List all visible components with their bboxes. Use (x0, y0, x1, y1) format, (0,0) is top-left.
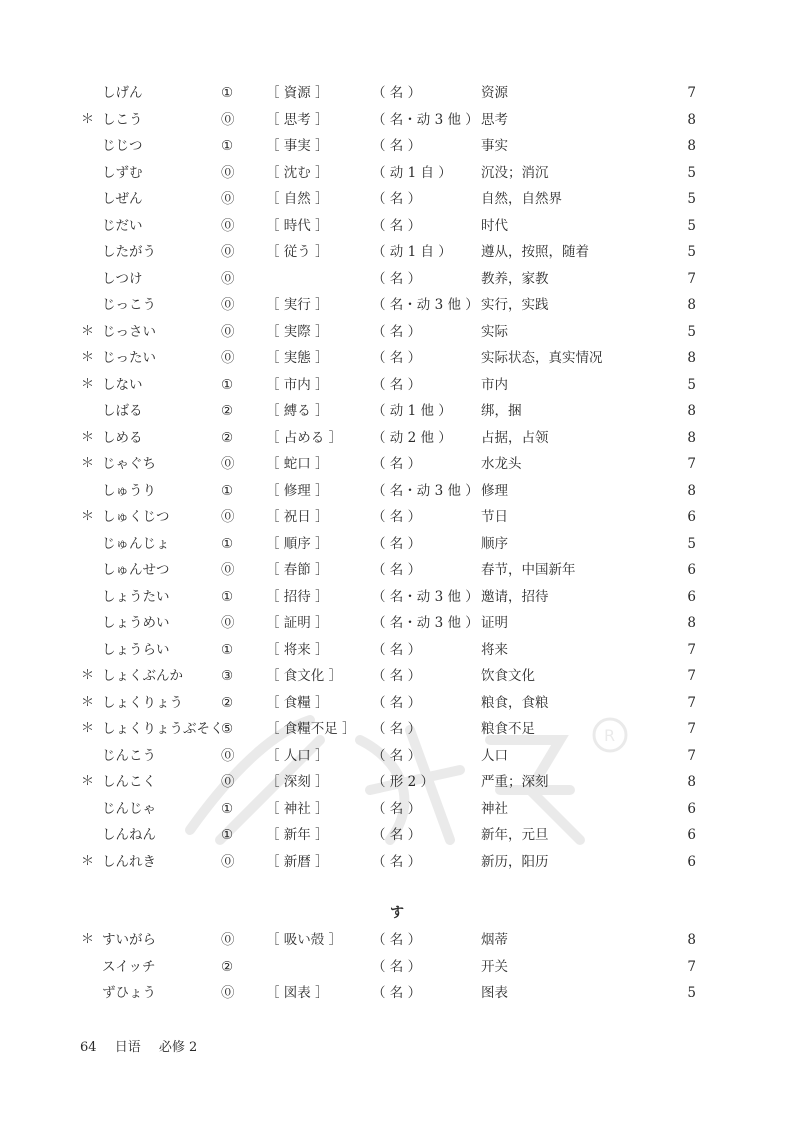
new-word-marker: ＊ (81, 853, 95, 869)
vocab-entry (0, 825, 794, 845)
entry-meaning: 绑，捆 (481, 403, 522, 419)
part-of-speech: （ 动 1 他 ） (372, 403, 452, 419)
entry-reading: しぜん (102, 191, 143, 207)
entry-meaning: 烟蒂 (481, 932, 508, 948)
vocab-entry (0, 189, 794, 209)
entry-meaning: 邀请，招待 (481, 588, 549, 605)
accent-mark: ⓪ (221, 853, 235, 870)
entry-meaning: 粮食，食粮 (481, 694, 549, 711)
accent-mark: ⓪ (221, 985, 235, 1001)
vocab-entry (0, 136, 794, 156)
accent-mark: ① (221, 138, 234, 154)
accent-mark: ⓪ (221, 270, 235, 287)
part-of-speech: （ 名 ） (372, 747, 422, 764)
part-of-speech: （ 名 ） (372, 138, 422, 154)
vocab-entry (0, 428, 794, 448)
part-of-speech: （ 名・动 3 他 ） (372, 615, 479, 631)
new-word-marker: ＊ (81, 376, 95, 392)
part-of-speech: （ 名 ） (372, 217, 422, 234)
vocab-entry (0, 163, 794, 183)
lesson-number: 7 (687, 456, 696, 472)
lesson-number: 5 (687, 217, 696, 234)
entry-kanji: ［ 実行 ］ (266, 297, 329, 313)
entry-meaning: 思考 (481, 111, 508, 128)
entry-meaning: 实际 (481, 323, 508, 340)
lesson-number: 8 (687, 774, 696, 790)
entry-meaning: 时代 (481, 217, 508, 234)
entry-kanji: ［ 招待 ］ (266, 588, 329, 605)
lesson-number: 8 (687, 615, 696, 631)
accent-mark: ⑤ (221, 721, 234, 737)
entry-reading: すいがら (102, 932, 156, 948)
book-title: 日语 (114, 1040, 141, 1055)
entry-kanji: ［ 沈む ］ (266, 164, 329, 181)
entry-meaning: 实行，实践 (481, 297, 549, 313)
page-footer (80, 1038, 211, 1058)
new-word-marker: ＊ (81, 932, 95, 947)
entry-kanji: ［ 順序 ］ (266, 535, 329, 552)
vocab-entry (0, 799, 794, 819)
vocab-entry (0, 983, 794, 1003)
accent-mark: ⓪ (221, 244, 235, 260)
lesson-number: 6 (687, 588, 696, 605)
new-word-marker: ＊ (81, 350, 95, 365)
part-of-speech: （ 名・动 3 他 ） (372, 111, 479, 128)
lesson-number: 7 (687, 641, 696, 658)
lesson-number: 7 (687, 958, 696, 975)
vocab-entry (0, 401, 794, 421)
vocab-entry (0, 613, 794, 633)
accent-mark: ⓪ (221, 164, 235, 181)
entry-kanji: ［ 証明 ］ (266, 615, 329, 631)
lesson-number: 8 (687, 297, 696, 313)
accent-mark: ① (221, 482, 234, 499)
accent-mark: ⓪ (221, 562, 235, 578)
entry-kanji: ［ 自然 ］ (266, 191, 329, 207)
accent-mark: ⓪ (221, 217, 235, 234)
lesson-number: 7 (687, 747, 696, 764)
entry-kanji: ［ 吸い殻 ］ (266, 932, 343, 948)
accent-mark: ① (221, 800, 234, 817)
part-of-speech: （ 名・动 3 他 ） (372, 297, 479, 313)
part-of-speech: （ 名 ） (372, 535, 422, 552)
accent-mark: ⓪ (221, 111, 235, 128)
part-of-speech: （ 名 ） (372, 668, 422, 684)
entry-reading: じじつ (102, 138, 143, 154)
entry-reading: じんこう (102, 747, 156, 764)
new-word-marker: ＊ (81, 429, 95, 445)
entry-meaning: 将来 (481, 641, 508, 658)
lesson-number: 8 (687, 429, 696, 446)
accent-mark: ⓪ (221, 456, 235, 472)
entry-kanji: ［ 蛇口 ］ (266, 456, 329, 472)
entry-kanji: ［ 縛る ］ (266, 403, 329, 419)
vocab-entry (0, 640, 794, 660)
entry-kanji: ［ 新年 ］ (266, 827, 329, 843)
lesson-number: 7 (687, 85, 696, 101)
entry-reading: ずひょう (102, 985, 156, 1001)
svg-text:R: R (604, 726, 616, 745)
accent-mark: ⓪ (221, 297, 235, 313)
vocab-entry (0, 216, 794, 236)
entry-reading: じっさい (102, 323, 156, 340)
lesson-number: 6 (687, 853, 696, 870)
book-volume: 必修 2 (158, 1040, 198, 1055)
part-of-speech: （ 名 ） (372, 800, 422, 817)
part-of-speech: （ 名 ） (372, 958, 422, 975)
vocab-entry (0, 587, 794, 607)
new-word-marker: ＊ (81, 323, 95, 339)
entry-meaning: 水龙头 (481, 456, 522, 472)
entry-kanji: ［ 時代 ］ (266, 217, 329, 234)
entry-reading: じだい (102, 217, 143, 234)
part-of-speech: （ 名 ） (372, 827, 422, 843)
entry-kanji: ［ 実際 ］ (266, 323, 329, 340)
vocab-entry (0, 481, 794, 501)
vocab-entry (0, 666, 794, 686)
accent-mark: ② (221, 403, 234, 419)
entry-meaning: 教养，家教 (481, 270, 549, 287)
part-of-speech: （ 名 ） (372, 509, 422, 525)
accent-mark: ⓪ (221, 350, 235, 366)
entry-meaning: 修理 (481, 482, 508, 499)
entry-meaning: 市内 (481, 376, 508, 393)
entry-meaning: 资源 (481, 85, 508, 101)
vocab-entry (0, 534, 794, 554)
accent-mark: ⓪ (221, 774, 235, 790)
entry-kanji: ［ 食文化 ］ (266, 668, 343, 684)
part-of-speech: （ 名 ） (372, 985, 422, 1001)
vocab-entry (0, 507, 794, 527)
entry-meaning: 节日 (481, 509, 508, 525)
entry-kanji: ［ 占める ］ (266, 429, 343, 446)
entry-kanji: ［ 人口 ］ (266, 747, 329, 764)
entry-reading: しこう (102, 111, 143, 128)
entry-reading: しんれき (102, 853, 156, 870)
entry-meaning: 春节，中国新年 (481, 562, 576, 578)
entry-reading: しょうめい (102, 615, 170, 631)
entry-kanji: ［ 神社 ］ (266, 800, 329, 817)
entry-reading: しゅくじつ (102, 509, 170, 525)
lesson-number: 7 (687, 721, 696, 737)
entry-reading: しんねん (102, 827, 156, 843)
vocab-entry (0, 560, 794, 580)
entry-reading: しゅうり (102, 482, 156, 499)
vocab-entry (0, 295, 794, 315)
entry-reading: しょくりょうぶそく (102, 721, 224, 737)
entry-kanji: ［ 実態 ］ (266, 350, 329, 366)
vocab-entry (0, 375, 794, 395)
entry-meaning: 新年，元旦 (481, 827, 549, 843)
part-of-speech: （ 名 ） (372, 562, 422, 578)
section-heading-su: す (390, 905, 404, 921)
vocab-entry (0, 693, 794, 713)
lesson-number: 8 (687, 932, 696, 948)
entry-meaning: 人口 (481, 747, 508, 764)
entry-reading: しゅんせつ (102, 562, 170, 578)
entry-meaning: 严重；深刻 (481, 774, 549, 790)
vocab-entry (0, 322, 794, 342)
vocab-entry (0, 719, 794, 739)
part-of-speech: （ 名 ） (372, 376, 422, 393)
vocab-entry (0, 110, 794, 130)
part-of-speech: （ 名 ） (372, 456, 422, 472)
entry-reading: しない (102, 376, 143, 393)
entry-meaning: 图表 (481, 985, 508, 1001)
entry-meaning: 粮食不足 (481, 721, 535, 737)
entry-reading: しょうらい (102, 641, 170, 658)
entry-kanji: ［ 事実 ］ (266, 138, 329, 154)
entry-meaning: 事实 (481, 138, 508, 154)
entry-reading: しょくりょう (102, 694, 183, 711)
entry-kanji: ［ 春節 ］ (266, 562, 329, 578)
entry-meaning: 占据，占领 (481, 429, 549, 446)
entry-kanji: ［ 新暦 ］ (266, 853, 329, 870)
entry-kanji: ［ 修理 ］ (266, 482, 329, 499)
part-of-speech: （ 动 1 自 ） (372, 244, 452, 260)
entry-kanji: ［ 図表 ］ (266, 985, 329, 1001)
accent-mark: ⓪ (221, 932, 235, 948)
lesson-number: 6 (687, 827, 696, 843)
accent-mark: ① (221, 588, 234, 605)
accent-mark: ① (221, 376, 234, 393)
lesson-number: 6 (687, 800, 696, 817)
lesson-number: 7 (687, 270, 696, 287)
accent-mark: ② (221, 694, 234, 711)
vocab-entry (0, 957, 794, 977)
vocab-entry (0, 772, 794, 792)
lesson-number: 7 (687, 694, 696, 711)
part-of-speech: （ 形 2 ） (372, 774, 434, 790)
entry-reading: しつけ (102, 270, 143, 287)
accent-mark: ⓪ (221, 615, 235, 631)
part-of-speech: （ 名 ） (372, 85, 422, 101)
entry-reading: スイッチ (102, 958, 156, 975)
entry-reading: しげん (102, 85, 143, 101)
vocab-entry (0, 930, 794, 950)
accent-mark: ② (221, 429, 234, 446)
entry-reading: じったい (102, 350, 156, 366)
accent-mark: ① (221, 535, 234, 552)
accent-mark: ⓪ (221, 509, 235, 525)
accent-mark: ⓪ (221, 323, 235, 340)
lesson-number: 7 (687, 668, 696, 684)
entry-reading: じんじゃ (102, 800, 156, 817)
new-word-marker: ＊ (81, 668, 95, 683)
vocab-entry (0, 348, 794, 368)
lesson-number: 5 (687, 323, 696, 340)
new-word-marker: ＊ (81, 774, 95, 789)
entry-kanji: ［ 深刻 ］ (266, 774, 329, 790)
vocab-entry (0, 269, 794, 289)
accent-mark: ③ (221, 668, 234, 684)
new-word-marker: ＊ (81, 509, 95, 524)
part-of-speech: （ 名 ） (372, 270, 422, 287)
entry-reading: したがう (102, 244, 156, 260)
lesson-number: 5 (687, 164, 696, 181)
entry-reading: しめる (102, 429, 143, 446)
accent-mark: ① (221, 827, 234, 843)
accent-mark: ⓪ (221, 747, 235, 764)
entry-kanji: ［ 将来 ］ (266, 641, 329, 658)
part-of-speech: （ 名 ） (372, 641, 422, 658)
entry-kanji: ［ 食糧不足 ］ (266, 721, 356, 737)
entry-meaning: 顺序 (481, 535, 508, 552)
entry-reading: しょくぶんか (102, 668, 183, 684)
part-of-speech: （ 名・动 3 他 ） (372, 482, 479, 499)
vocab-entry (0, 454, 794, 474)
lesson-number: 5 (687, 535, 696, 552)
lesson-number: 8 (687, 350, 696, 366)
entry-reading: しょうたい (102, 588, 170, 605)
new-word-marker: ＊ (81, 721, 95, 736)
accent-mark: ⓪ (221, 191, 235, 207)
new-word-marker: ＊ (81, 694, 95, 710)
entry-reading: しんこく (102, 774, 156, 790)
entry-reading: しずむ (102, 164, 143, 181)
entry-meaning: 证明 (481, 615, 508, 631)
entry-kanji: ［ 祝日 ］ (266, 509, 329, 525)
new-word-marker: ＊ (81, 456, 95, 471)
vocab-entry (0, 83, 794, 103)
vocab-entry (0, 242, 794, 262)
entry-meaning: 遵从，按照，随着 (481, 244, 589, 260)
entry-reading: じゅんじょ (102, 535, 170, 552)
entry-kanji: ［ 思考 ］ (266, 111, 329, 128)
entry-meaning: 新历，阳历 (481, 853, 549, 870)
lesson-number: 5 (687, 244, 696, 260)
part-of-speech: （ 动 1 自 ） (372, 164, 452, 181)
lesson-number: 8 (687, 138, 696, 154)
entry-reading: じっこう (102, 297, 156, 313)
part-of-speech: （ 名 ） (372, 932, 422, 948)
lesson-number: 5 (687, 191, 696, 207)
part-of-speech: （ 动 2 他 ） (372, 429, 452, 446)
part-of-speech: （ 名 ） (372, 694, 422, 711)
entry-meaning: 实际状态，真实情况 (481, 350, 603, 366)
entry-meaning: 沉没；消沉 (481, 164, 549, 181)
entry-meaning: 饮食文化 (481, 668, 535, 684)
part-of-speech: （ 名 ） (372, 721, 422, 737)
entry-kanji: ［ 資源 ］ (266, 85, 329, 101)
entry-reading: しばる (102, 403, 143, 419)
part-of-speech: （ 名・动 3 他 ） (372, 588, 479, 605)
accent-mark: ① (221, 641, 234, 658)
part-of-speech: （ 名 ） (372, 853, 422, 870)
entry-kanji: ［ 食糧 ］ (266, 694, 329, 711)
lesson-number: 6 (687, 509, 696, 525)
accent-mark: ② (221, 958, 234, 975)
lesson-number: 5 (687, 985, 696, 1001)
entry-meaning: 神社 (481, 800, 508, 817)
part-of-speech: （ 名 ） (372, 191, 422, 207)
page-number: 64 (80, 1040, 97, 1055)
entry-meaning: 自然，自然界 (481, 191, 562, 207)
lesson-number: 8 (687, 482, 696, 499)
vocab-entry (0, 746, 794, 766)
entry-kanji: ［ 従う ］ (266, 244, 329, 260)
entry-reading: じゃぐち (102, 456, 156, 472)
part-of-speech: （ 名 ） (372, 323, 422, 340)
entry-kanji: ［ 市内 ］ (266, 376, 329, 393)
entry-meaning: 开关 (481, 958, 508, 975)
lesson-number: 6 (687, 562, 696, 578)
lesson-number: 8 (687, 403, 696, 419)
accent-mark: ① (221, 85, 234, 101)
lesson-number: 8 (687, 111, 696, 128)
lesson-number: 5 (687, 376, 696, 393)
new-word-marker: ＊ (81, 111, 95, 127)
part-of-speech: （ 名 ） (372, 350, 422, 366)
vocab-entry (0, 852, 794, 872)
